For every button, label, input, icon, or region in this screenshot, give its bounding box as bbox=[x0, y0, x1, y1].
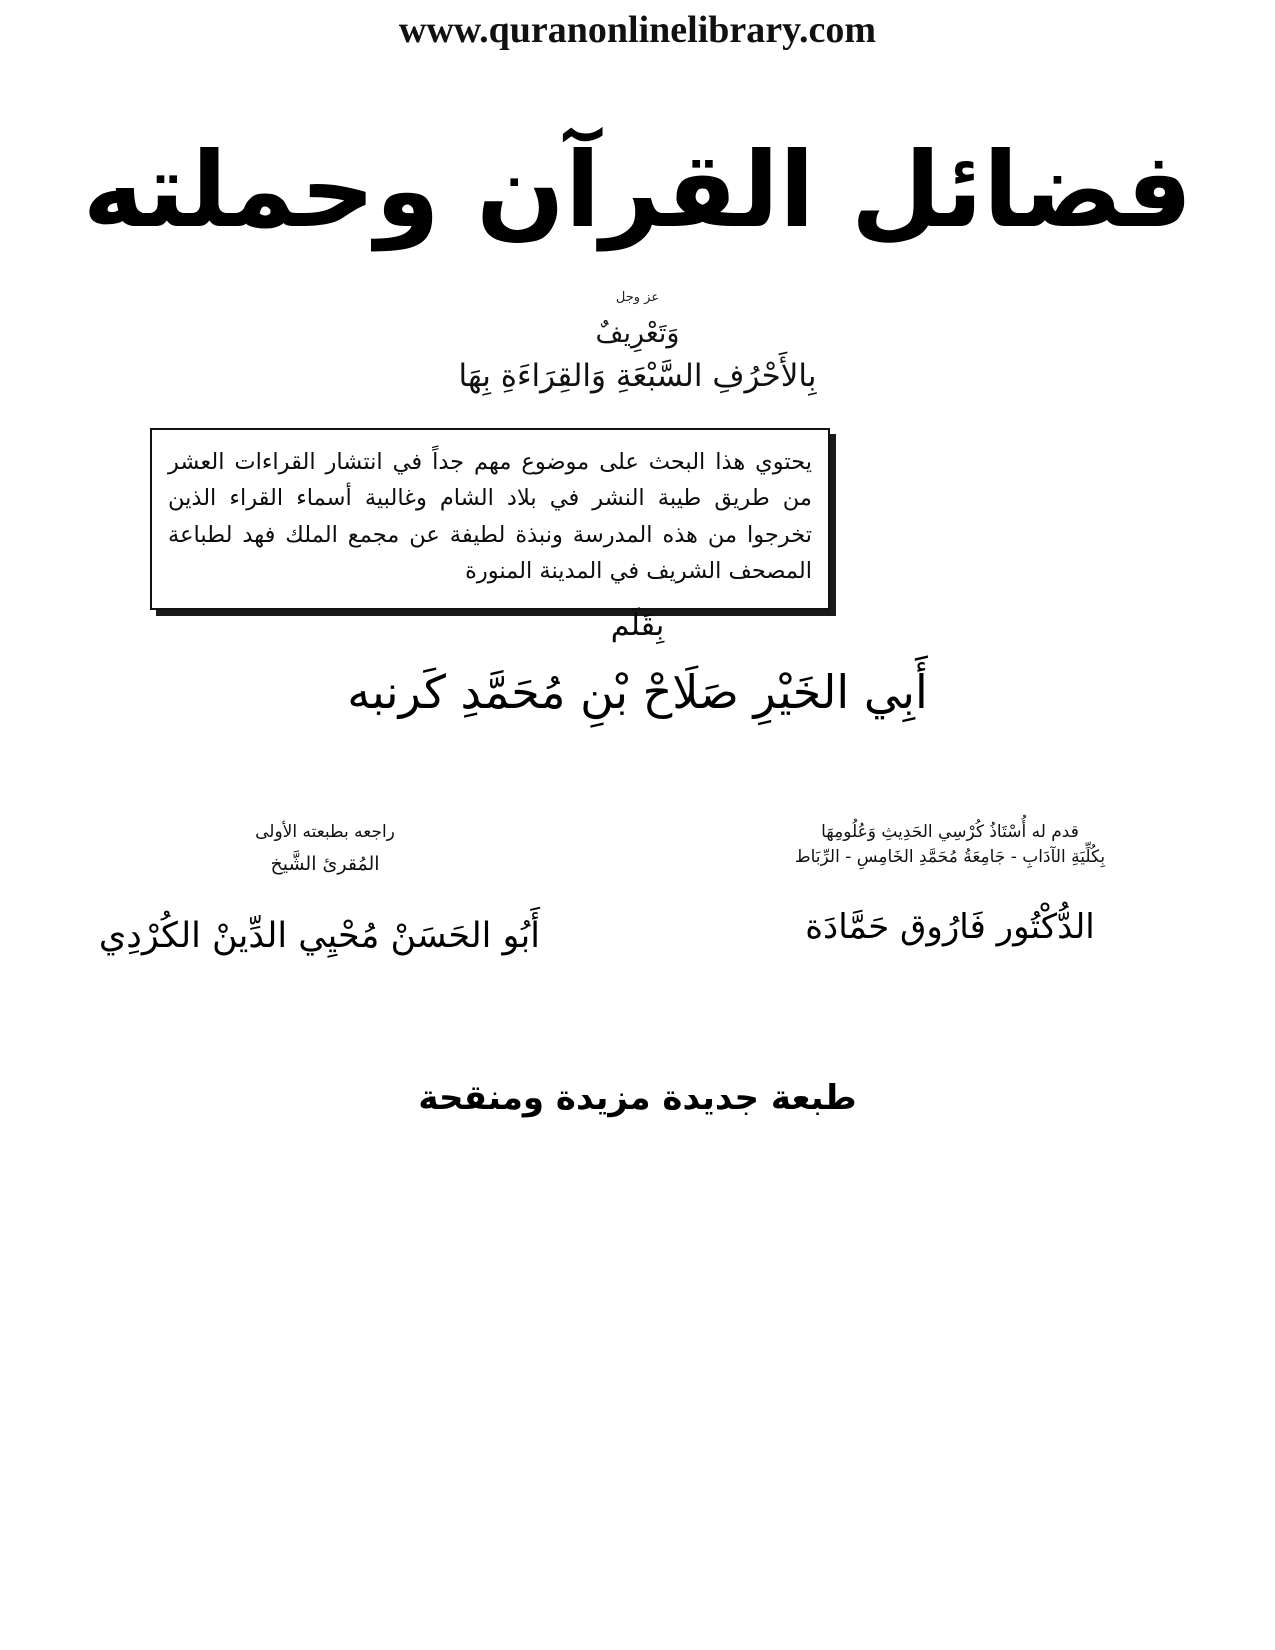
presenter-note-line-2: بِكُلِّيَةِ الآدَابِ - جَامِعَةُ مُحَمَّدِ الخَامِسِ - الرِّبَاط bbox=[794, 846, 1106, 867]
credit-reviewer bbox=[98, 820, 540, 957]
author-name: أَبِي الخَيْرِ صَلَاحْ بْنِ مُحَمَّدِ كَرنبه bbox=[347, 665, 928, 719]
subtitle-line-1: وَتَعْرِيفٌ bbox=[595, 318, 680, 349]
description-frame bbox=[150, 428, 830, 610]
presenter-name: الدُّكْتُور فَارُوق حَمَّادَة bbox=[805, 907, 1095, 948]
reviewer-note-line-1: راجعه بطبعته الأولى bbox=[255, 822, 395, 842]
reviewer-name: أَبُو الحَسَنْ مُحْيِي الدِّينْ الكُرْدِي bbox=[98, 916, 540, 957]
description-text: يحتوي هذا البحث على موضوع مهم جداً في انتشار القراءات العشر من طريق طيبة النشر في بلاد الشام وغالبية أسماء القراء الذين تخرجوا من هذه المدرسة ونبذة لطيفة عن مجمع الملك فهد لطباعة المصحف الشريف في المدينة المنورة bbox=[168, 449, 812, 585]
website-url-watermark: www.quranonlinelibrary.com bbox=[398, 9, 877, 51]
presenter-note-line-1: قدم له أُسْتَاذُ كُرْسِي الحَدِيثِ وَعُلُومِهَا bbox=[821, 822, 1079, 842]
credit-presenter bbox=[735, 820, 1165, 947]
reviewer-title-line: المُقرئ الشَّيخ bbox=[270, 852, 380, 875]
page-title: فضائل القرآن وحملته bbox=[82, 129, 1193, 251]
decorative-ornament: عز وجل bbox=[615, 290, 660, 305]
credits-section bbox=[98, 820, 1165, 957]
author-byline-label: بِقَلَم bbox=[610, 608, 665, 643]
edition-note: طبعة جديدة مزيدة ومنقحة bbox=[418, 1078, 857, 1118]
subtitle-line-2: بِالأَحْرُفِ السَّبْعَةِ وَالقِرَاءَةِ بِهَا bbox=[458, 358, 817, 394]
